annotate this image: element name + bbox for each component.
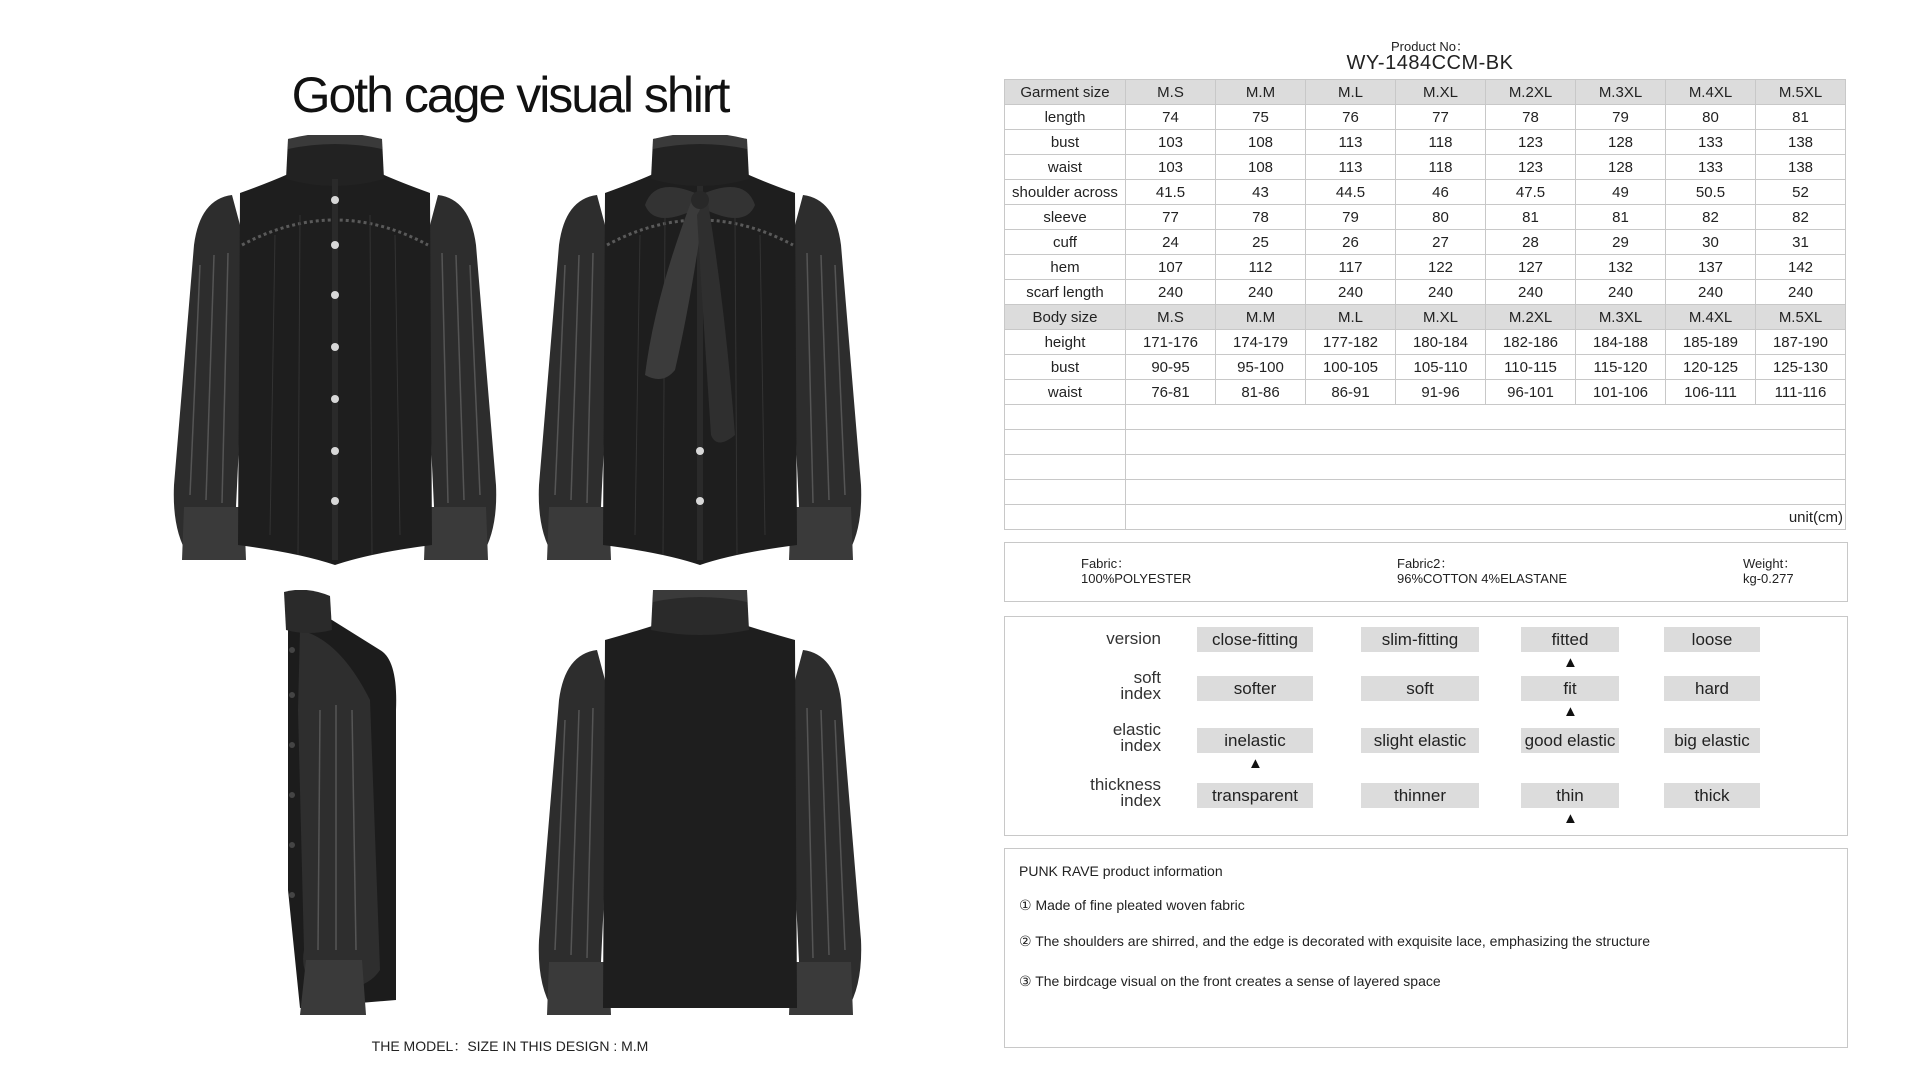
table-cell: 27	[1396, 230, 1486, 255]
row-label: length	[1005, 105, 1126, 130]
row-label: Body size	[1005, 305, 1126, 330]
table-cell: 187-190	[1756, 330, 1846, 355]
index-label-line: index	[1120, 684, 1161, 703]
table-cell: 50.5	[1666, 180, 1756, 205]
empty-cell	[1005, 505, 1126, 530]
table-cell: 128	[1576, 155, 1666, 180]
table-cell: 46	[1396, 180, 1486, 205]
table-row	[1005, 330, 1846, 355]
table-cell: 95-100	[1216, 355, 1306, 380]
index-option: inelastic	[1197, 728, 1313, 753]
index-label-line: version	[1106, 629, 1161, 648]
empty-cell	[1005, 480, 1126, 505]
row-label: shoulder across	[1005, 180, 1126, 205]
table-cell: 52	[1756, 180, 1846, 205]
table-cell: M.S	[1126, 80, 1216, 105]
index-option: softer	[1197, 676, 1313, 701]
row-label: cuff	[1005, 230, 1126, 255]
shirt-front-image	[170, 135, 500, 565]
empty-cell	[1005, 405, 1126, 430]
product-no-label: Product No：	[1390, 39, 1470, 54]
table-cell: M.4XL	[1666, 305, 1756, 330]
table-cell: 43	[1216, 180, 1306, 205]
table-row	[1005, 230, 1846, 255]
index-label	[1120, 670, 1161, 702]
index-label-line: index	[1120, 791, 1161, 810]
table-cell: 81	[1576, 205, 1666, 230]
fabric-info	[1081, 556, 1191, 586]
table-cell: 108	[1216, 130, 1306, 155]
model-size-note: THE MODEL：SIZE IN THIS DESIGN : M.M	[371, 1038, 649, 1054]
table-cell: 79	[1306, 205, 1396, 230]
index-option: big elastic	[1664, 728, 1760, 753]
index-option: loose	[1664, 627, 1760, 652]
table-cell: 112	[1216, 255, 1306, 280]
table-cell: M.2XL	[1486, 305, 1576, 330]
table-cell: 118	[1396, 130, 1486, 155]
table-row	[1005, 255, 1846, 280]
table-cell: 182-186	[1486, 330, 1576, 355]
weight-label: Weight：	[1743, 556, 1797, 571]
table-cell: 79	[1576, 105, 1666, 130]
weight-info	[1743, 556, 1796, 586]
shirt-back-image	[535, 590, 865, 1020]
fit-index-box	[1004, 616, 1848, 836]
table-cell: 100-105	[1306, 355, 1396, 380]
table-cell: M.2XL	[1486, 80, 1576, 105]
table-cell: 117	[1306, 255, 1396, 280]
index-option: slim-fitting	[1361, 627, 1479, 652]
table-cell: M.XL	[1396, 80, 1486, 105]
size-table	[1004, 79, 1846, 530]
table-cell: 133	[1666, 155, 1756, 180]
table-cell: 123	[1486, 155, 1576, 180]
table-cell: 240	[1576, 280, 1666, 305]
table-cell: 113	[1306, 155, 1396, 180]
table-cell: 240	[1396, 280, 1486, 305]
table-cell: 122	[1396, 255, 1486, 280]
table-cell: 123	[1486, 130, 1576, 155]
table-cell: 74	[1126, 105, 1216, 130]
selected-indicator-icon: ▲	[1248, 755, 1263, 772]
table-cell: 47.5	[1486, 180, 1576, 205]
table-cell: 118	[1396, 155, 1486, 180]
table-cell: 125-130	[1756, 355, 1846, 380]
table-cell: 30	[1666, 230, 1756, 255]
table-cell: 41.5	[1126, 180, 1216, 205]
index-label-line: elastic	[1112, 720, 1161, 739]
index-label-line: soft	[1133, 668, 1161, 687]
index-label-line: thickness	[1090, 775, 1161, 794]
row-label: height	[1005, 330, 1126, 355]
table-cell: M.XL	[1396, 305, 1486, 330]
table-cell: M.3XL	[1576, 80, 1666, 105]
index-option: hard	[1664, 676, 1760, 701]
table-cell: 82	[1666, 205, 1756, 230]
table-cell: M.S	[1126, 305, 1216, 330]
table-cell: 240	[1306, 280, 1396, 305]
table-cell: 137	[1666, 255, 1756, 280]
index-option: close-fitting	[1197, 627, 1313, 652]
table-cell: 29	[1576, 230, 1666, 255]
table-cell: 103	[1126, 130, 1216, 155]
table-cell: 76	[1306, 105, 1396, 130]
product-title: Goth cage visual shirt	[291, 67, 729, 123]
row-label: scarf length	[1005, 280, 1126, 305]
table-cell: M.L	[1306, 80, 1396, 105]
body-header-row	[1005, 305, 1846, 330]
index-option: soft	[1361, 676, 1479, 701]
row-label: waist	[1005, 380, 1126, 405]
table-cell: 24	[1126, 230, 1216, 255]
table-row	[1005, 205, 1846, 230]
index-option: slight elastic	[1361, 728, 1479, 753]
table-cell: 142	[1756, 255, 1846, 280]
fabric-value: 100%POLYESTER	[1081, 571, 1192, 586]
table-cell: 44.5	[1306, 180, 1396, 205]
table-row	[1005, 180, 1846, 205]
table-cell: 120-125	[1666, 355, 1756, 380]
table-row	[1005, 105, 1846, 130]
empty-row	[1005, 430, 1846, 455]
table-cell: 25	[1216, 230, 1306, 255]
table-cell: 82	[1756, 205, 1846, 230]
table-cell: 90-95	[1126, 355, 1216, 380]
table-cell: M.L	[1306, 305, 1396, 330]
table-cell: 31	[1756, 230, 1846, 255]
table-cell: 77	[1126, 205, 1216, 230]
table-cell: M.5XL	[1756, 80, 1846, 105]
empty-cell	[1005, 455, 1126, 480]
garment-header-row	[1005, 80, 1846, 105]
table-cell: 26	[1306, 230, 1396, 255]
selected-indicator-icon: ▲	[1563, 810, 1578, 827]
index-option: good elastic	[1521, 728, 1619, 753]
table-cell: 91-96	[1396, 380, 1486, 405]
index-label	[1090, 777, 1161, 809]
table-cell: 106-111	[1666, 380, 1756, 405]
table-row	[1005, 355, 1846, 380]
empty-cell	[1126, 455, 1846, 480]
table-cell: 174-179	[1216, 330, 1306, 355]
table-cell: 101-106	[1576, 380, 1666, 405]
fabric2-label: Fabric2：	[1397, 556, 1454, 571]
table-cell: 78	[1216, 205, 1306, 230]
info-item: ① Made of fine pleated woven fabric	[1019, 897, 1245, 913]
table-cell: 49	[1576, 180, 1666, 205]
table-cell: 127	[1486, 255, 1576, 280]
table-cell: 240	[1126, 280, 1216, 305]
table-cell: 185-189	[1666, 330, 1756, 355]
table-cell: 240	[1216, 280, 1306, 305]
table-cell: 107	[1126, 255, 1216, 280]
table-cell: 133	[1666, 130, 1756, 155]
index-option: transparent	[1197, 783, 1313, 808]
weight-value: kg-0.277	[1743, 571, 1794, 586]
fabric2-info	[1397, 556, 1567, 586]
row-label: sleeve	[1005, 205, 1126, 230]
shirt-side-image	[270, 590, 410, 1020]
index-option: thinner	[1361, 783, 1479, 808]
table-cell: M.5XL	[1756, 305, 1846, 330]
empty-row	[1005, 480, 1846, 505]
info-item: ③ The birdcage visual on the front creates a sense of layered space	[1019, 973, 1441, 989]
table-cell: 80	[1666, 105, 1756, 130]
table-cell: 110-115	[1486, 355, 1576, 380]
table-cell: M.3XL	[1576, 305, 1666, 330]
table-row	[1005, 280, 1846, 305]
fabric-box	[1004, 542, 1848, 602]
table-cell: 240	[1666, 280, 1756, 305]
empty-cell	[1126, 430, 1846, 455]
table-row	[1005, 155, 1846, 180]
table-cell: 180-184	[1396, 330, 1486, 355]
table-cell: 132	[1576, 255, 1666, 280]
table-cell: 171-176	[1126, 330, 1216, 355]
index-label-line: index	[1120, 736, 1161, 755]
row-label: Garment size	[1005, 80, 1126, 105]
index-option: fitted	[1521, 627, 1619, 652]
row-label: hem	[1005, 255, 1126, 280]
table-cell: 115-120	[1576, 355, 1666, 380]
row-label: bust	[1005, 355, 1126, 380]
table-cell: 138	[1756, 155, 1846, 180]
index-label	[1113, 722, 1161, 754]
table-cell: 138	[1756, 130, 1846, 155]
table-cell: 240	[1486, 280, 1576, 305]
selected-indicator-icon: ▲	[1563, 703, 1578, 720]
fabric2-value: 96%COTTON 4%ELASTANE	[1397, 571, 1568, 586]
fabric-label: Fabric：	[1081, 556, 1131, 571]
table-cell: 128	[1576, 130, 1666, 155]
table-cell: M.M	[1216, 305, 1306, 330]
table-cell: 105-110	[1396, 355, 1486, 380]
selected-indicator-icon: ▲	[1563, 654, 1578, 671]
table-cell: 184-188	[1576, 330, 1666, 355]
empty-row	[1005, 405, 1846, 430]
product-no-value: WY-1484CCM-BK	[1346, 52, 1514, 74]
info-heading: PUNK RAVE product information	[1019, 863, 1223, 879]
table-cell: 76-81	[1126, 380, 1216, 405]
empty-cell	[1126, 405, 1846, 430]
table-cell: 75	[1216, 105, 1306, 130]
product-info-box	[1004, 848, 1848, 1048]
table-cell: 80	[1396, 205, 1486, 230]
table-cell: 103	[1126, 155, 1216, 180]
table-cell: 81	[1486, 205, 1576, 230]
table-cell: 86-91	[1306, 380, 1396, 405]
table-cell: 81	[1756, 105, 1846, 130]
index-option: thin	[1521, 783, 1619, 808]
table-cell: 240	[1756, 280, 1846, 305]
table-cell: 96-101	[1486, 380, 1576, 405]
table-cell: M.M	[1216, 80, 1306, 105]
table-cell: 108	[1216, 155, 1306, 180]
table-row	[1005, 380, 1846, 405]
table-cell: 78	[1486, 105, 1576, 130]
empty-cell	[1005, 430, 1126, 455]
unit-label: unit(cm)	[1126, 505, 1846, 530]
table-cell: 81-86	[1216, 380, 1306, 405]
row-label: waist	[1005, 155, 1126, 180]
index-option: fit	[1521, 676, 1619, 701]
table-cell: 113	[1306, 130, 1396, 155]
empty-row	[1005, 455, 1846, 480]
info-item: ② The shoulders are shirred, and the edge is decorated with exquisite lace, emphasizing the structure	[1019, 933, 1650, 949]
table-cell: 77	[1396, 105, 1486, 130]
row-label: bust	[1005, 130, 1126, 155]
empty-row	[1005, 505, 1846, 530]
shirt-bow-image	[535, 135, 865, 565]
table-cell: 177-182	[1306, 330, 1396, 355]
index-label	[1106, 631, 1161, 647]
table-cell: 111-116	[1756, 380, 1846, 405]
index-option: thick	[1664, 783, 1760, 808]
table-row	[1005, 130, 1846, 155]
table-cell: M.4XL	[1666, 80, 1756, 105]
table-cell: 28	[1486, 230, 1576, 255]
empty-cell	[1126, 480, 1846, 505]
